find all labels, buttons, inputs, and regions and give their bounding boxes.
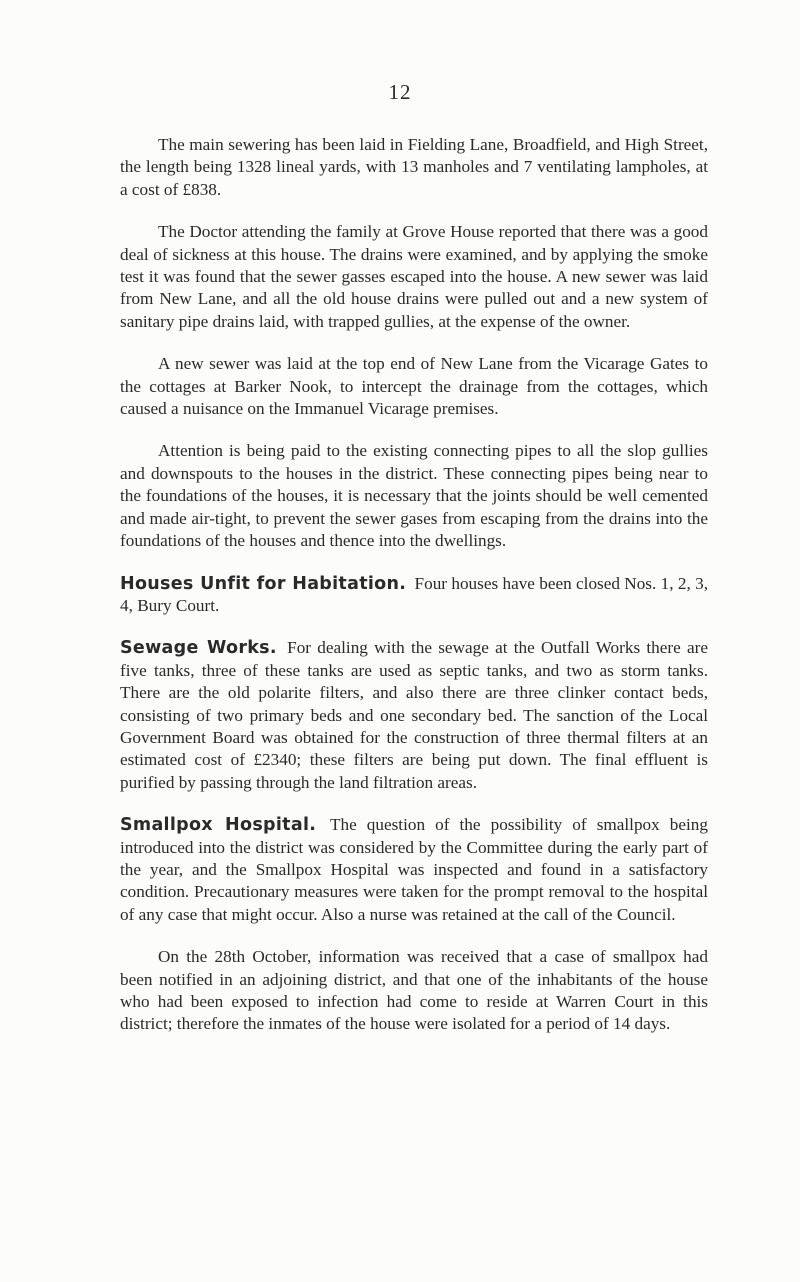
section-sewage-works <box>120 637 708 794</box>
paragraph-main-sewering: The main sewering has been laid in Fielding Lane, Broadfield, and High Street, the length being 1328 lineal yards, with 13 manholes and 7 ventilating lampholes, at a cost of £838. <box>120 135 708 199</box>
section-text: Four houses have been closed Nos. 1, 2, 3, 4, Bury Court. <box>120 573 708 615</box>
paragraph-grove-house: The Doctor attending the family at Grove House reported that there was a good deal of sickness at this house. The drains were examined, and by applying the smoke test it was found that the sewer gasses escaped into the house. A new sewer was laid from New Lane, and all the old house drains were pulled out and a new system of sanitary pipe drains laid, with trapped gullies, at the expense of the owner. <box>120 222 708 331</box>
section-heading: Smallpox Hospital. <box>120 815 317 836</box>
section-heading: Sewage Works. <box>120 638 277 659</box>
page-number: 12 <box>388 80 412 104</box>
paragraph-smallpox-case: On the 28th October, information was received that a case of smallpox had been notified in an adjoining district, and that one of the inhabitants of the house who had been exposed to infection had come to reside at Warren Court in this district; therefore the inmates of the house were isolated for a period of 14 days. <box>120 947 708 1034</box>
section-text: For dealing with the sewage at the Outfall Works there are five tanks, three of these tanks are used as septic tanks, and two as storm tanks. There are the old polarite filters, and also there are three clinker contact beds, consisting of two primary beds and one secondary bed. The sanction of the Local Government Board was obtained for the construction of three thermal filters at an estimated cost of £2340; these filters are being put down. The final effluent is purified by passing through the land filtration areas. <box>120 638 709 792</box>
paragraph-new-lane-sewer: A new sewer was laid at the top end of New Lane from the Vicarage Gates to the cottages at Barker Nook, to intercept the drainage from the cottages, which caused a nuisance on the Immanuel Vicarage premises. <box>120 354 708 419</box>
section-smallpox-hospital <box>120 814 708 926</box>
section-heading: Houses Unfit for Habitation. <box>120 573 407 594</box>
section-text: The question of the possibility of smallpox being introduced into the district was considered by the Committee during the early part of the year, and the Smallpox Hospital was inspected and found in a satisfactory condition. Precautionary measures were taken for the prompt removal to the hospital of any case that might occur. Also a nurse was retained at the call of the Council. <box>120 815 708 924</box>
document-body <box>120 134 708 1036</box>
section-houses-unfit <box>120 573 708 618</box>
paragraph-connecting-pipes: Attention is being paid to the existing connecting pipes to all the slop gullies and downspouts to the houses in the district. These connecting pipes being near to the foundations of the houses, it is necessary that the joints should be well cemented and made air-tight, to prevent the sewer gases from escaping from the drains into the foundations of the houses and thence into the dwellings. <box>120 441 708 551</box>
